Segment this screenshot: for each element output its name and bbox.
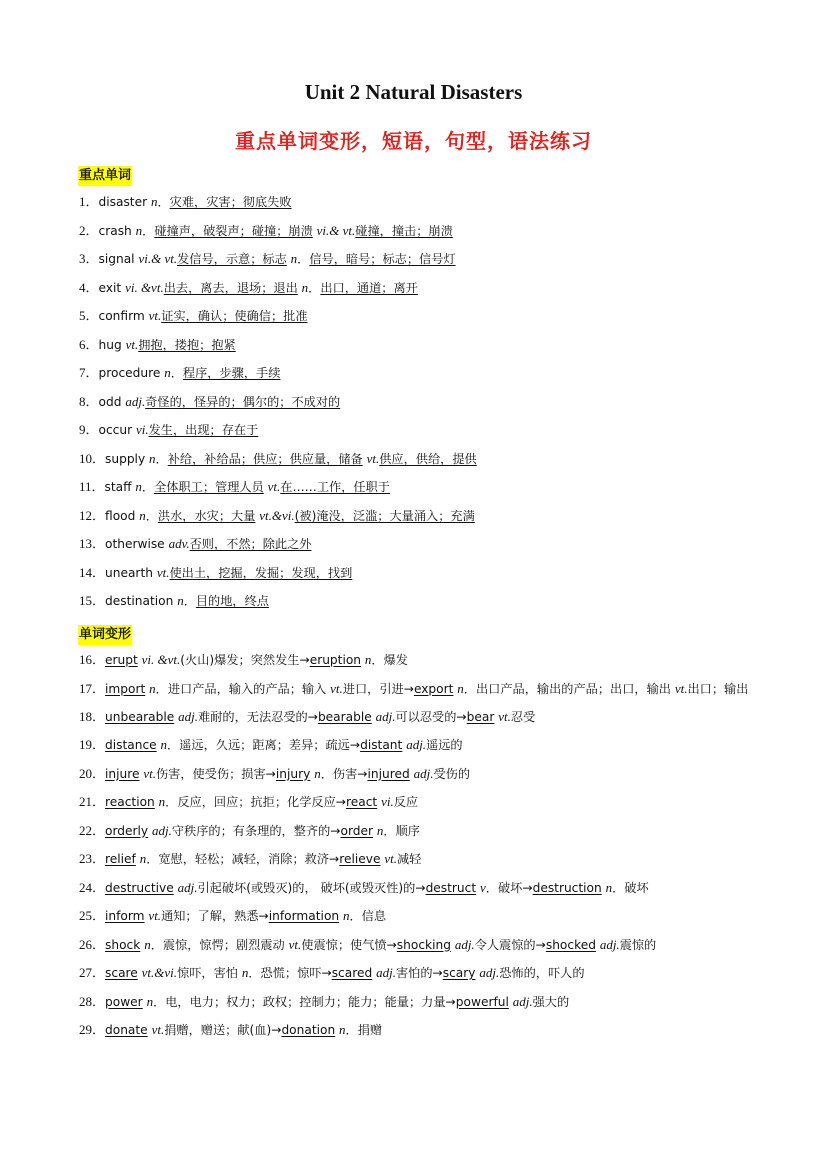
part-of-speech: n xyxy=(376,822,384,838)
answer-text: distant xyxy=(360,738,403,752)
answer-text: unbearable xyxy=(105,709,175,724)
item-text: ．捐赠 xyxy=(345,1023,383,1037)
item-number: 24． xyxy=(79,879,106,895)
list-item xyxy=(79,473,477,502)
item-number: 13． xyxy=(79,536,106,551)
part-of-speech: adj. xyxy=(406,737,427,752)
answer-text: scary xyxy=(442,966,476,980)
answer-text: shocking xyxy=(396,937,451,952)
answer-text: 供应，供给，提供 xyxy=(379,451,477,466)
part-of-speech: n xyxy=(241,965,249,980)
answer-text: injure xyxy=(105,766,140,781)
item-text: unearth xyxy=(105,565,157,580)
part-of-speech: adj. xyxy=(376,965,396,980)
item-text: flood xyxy=(105,508,140,523)
part-of-speech: v xyxy=(480,879,486,895)
item-number: 27． xyxy=(79,965,106,980)
item-text: ．爆发 xyxy=(371,653,408,667)
answer-text: 发信号，示意；标志 xyxy=(177,252,287,266)
item-text: 可以忍受的→ xyxy=(395,709,467,724)
answer-text: relief xyxy=(105,852,136,866)
item-text: 进口，引进→ xyxy=(342,681,414,696)
word-forms-list xyxy=(79,646,751,1045)
list-item xyxy=(79,331,477,360)
answer-text: shocked xyxy=(545,937,596,952)
item-text: ．遥远，久远；距离；差异；疏远→ xyxy=(167,738,361,752)
item-text: 引起破坏(或毁灭)的， 破坏(或毁灭性)的→ xyxy=(197,880,426,895)
answer-text: 否则，不然；除此之外 xyxy=(189,537,312,551)
item-number: 25． xyxy=(79,908,106,923)
item-text: occur xyxy=(98,423,136,437)
part-of-speech: vt. xyxy=(384,851,397,866)
item-text: 震惊的 xyxy=(619,937,657,952)
item-text: ． xyxy=(297,252,310,266)
part-of-speech: n xyxy=(149,450,156,466)
item-text: signal xyxy=(98,252,139,266)
part-of-speech: adj. xyxy=(454,936,475,952)
answer-text: 奇怪的，怪异的；偶尔的；不成对的 xyxy=(145,394,341,409)
part-of-speech: n xyxy=(164,365,171,380)
list-item xyxy=(79,874,751,903)
item-text: staff xyxy=(104,480,136,494)
item-number: 16． xyxy=(79,652,106,667)
part-of-speech: n xyxy=(364,652,372,667)
answer-text: bear xyxy=(466,709,495,724)
part-of-speech: vt.&vi. xyxy=(141,965,178,980)
page-subtitle: 重点单词变形，短语，句型，语法练习 xyxy=(235,129,592,153)
item-text: 遥远的 xyxy=(426,738,463,752)
item-number: 29． xyxy=(79,1022,106,1037)
item-text: 害怕的→ xyxy=(395,966,443,980)
item-text: procedure xyxy=(98,366,165,380)
answer-text: 全体职工；管理人员 xyxy=(154,480,264,494)
part-of-speech: n xyxy=(139,851,147,866)
list-item xyxy=(79,646,751,675)
answer-text: 拥抱，搂抱；抱紧 xyxy=(138,337,236,352)
answer-text: orderly xyxy=(105,823,149,838)
item-text: ． xyxy=(155,451,168,466)
part-of-speech: vt. xyxy=(366,450,380,466)
part-of-speech: vt. xyxy=(498,708,511,724)
list-item xyxy=(79,988,751,1017)
list-item xyxy=(79,502,477,531)
part-of-speech: vt.&vi. xyxy=(259,507,295,523)
list-item xyxy=(79,302,477,331)
part-of-speech: vt. xyxy=(125,336,139,352)
part-of-speech: vt. xyxy=(148,908,162,923)
part-of-speech: adj. xyxy=(177,879,198,895)
answer-text: (被)淹没，泛滥；大量涌入；充满 xyxy=(294,508,475,523)
item-text: 恐怖的，吓人的 xyxy=(499,966,585,980)
item-number: 18． xyxy=(79,708,106,724)
item-text: ． xyxy=(145,508,158,523)
item-text: ．进口产品，输入的产品；输入 xyxy=(155,681,331,696)
page-title: Unit 2 Natural Disasters xyxy=(304,80,523,104)
item-number: 17． xyxy=(79,680,106,696)
item-text: ．破坏→ xyxy=(485,880,533,895)
answer-text: scared xyxy=(331,966,373,980)
part-of-speech: n xyxy=(149,680,156,696)
item-number: 20． xyxy=(79,765,106,781)
answer-text: reaction xyxy=(105,795,155,809)
part-of-speech: adv. xyxy=(168,536,190,551)
item-text: ．顺序 xyxy=(383,823,420,838)
item-text: destination xyxy=(105,594,178,608)
answer-text: 出口，通道；离开 xyxy=(320,280,418,295)
item-text: 忍受 xyxy=(510,709,536,724)
answer-text: donate xyxy=(105,1023,148,1037)
part-of-speech: vi. &vt. xyxy=(125,279,164,295)
answer-text: 碰撞，撞击；崩溃 xyxy=(355,223,453,238)
list-item xyxy=(79,188,477,217)
part-of-speech: vi.& vt. xyxy=(138,251,178,266)
item-text: otherwise xyxy=(105,537,169,551)
list-item xyxy=(79,530,477,559)
answer-text: 灾难，灾害；彻底失败 xyxy=(169,195,292,209)
part-of-speech: adj. xyxy=(479,965,500,980)
part-of-speech: vi. &vt. xyxy=(141,652,181,667)
list-item xyxy=(79,274,477,303)
list-item xyxy=(79,587,477,616)
answer-text: 在……工作，任职于 xyxy=(280,480,390,494)
item-text: 受伤的 xyxy=(433,766,471,781)
part-of-speech: n xyxy=(290,251,298,266)
part-of-speech: vt. xyxy=(288,936,302,952)
item-number: 11． xyxy=(79,479,105,494)
answer-text: injury xyxy=(275,766,311,781)
item-text: ．宽慰，轻松；减轻，消除；救济→ xyxy=(146,852,340,866)
item-text: ． xyxy=(183,594,196,608)
item-text: ． xyxy=(142,223,155,238)
item-text: ．出口产品，输出的产品；出口，输出 xyxy=(463,681,675,696)
part-of-speech: vt. xyxy=(267,479,281,494)
list-item xyxy=(79,959,751,988)
item-text: ． xyxy=(170,366,183,380)
part-of-speech: vt. xyxy=(143,765,156,781)
item-text: 减轻 xyxy=(396,852,422,866)
list-item xyxy=(79,388,477,417)
item-number: 2． xyxy=(79,222,99,238)
part-of-speech: n xyxy=(139,507,146,523)
answer-text: power xyxy=(105,994,143,1009)
section-heading-vocab: 重点单词 xyxy=(78,166,132,186)
answer-text: eruption xyxy=(309,653,362,667)
item-text: 出口；输出 xyxy=(687,681,749,696)
item-number: 3． xyxy=(79,251,99,266)
item-text: ．震惊，惊愕；剧烈震动 xyxy=(150,937,289,952)
part-of-speech: n xyxy=(160,737,168,752)
item-text: ． xyxy=(308,280,321,295)
item-text: odd xyxy=(98,394,126,409)
item-number: 5． xyxy=(79,308,99,323)
list-item xyxy=(79,817,751,846)
answer-text: 补给，补给品；供应；供应量，储备 xyxy=(167,451,363,466)
part-of-speech: adj. xyxy=(599,936,620,952)
item-number: 8． xyxy=(79,393,99,409)
part-of-speech: n xyxy=(177,593,184,608)
section-heading-forms: 单词变形 xyxy=(78,625,132,645)
list-item xyxy=(79,1016,751,1045)
item-number: 15． xyxy=(79,593,106,608)
item-text: 捐赠，赠送；献(血)→ xyxy=(164,1023,282,1037)
item-number: 9． xyxy=(79,422,99,437)
item-number: 21． xyxy=(79,794,106,809)
vocab-list xyxy=(79,188,477,616)
item-text: 使震惊；使气愤→ xyxy=(301,937,397,952)
part-of-speech: vt. xyxy=(151,1022,165,1037)
answer-text: information xyxy=(268,909,340,923)
part-of-speech: n xyxy=(339,1022,346,1037)
item-text: supply xyxy=(105,451,150,466)
part-of-speech: n xyxy=(314,765,321,781)
item-number: 6． xyxy=(79,336,99,352)
item-text: ．信息 xyxy=(349,909,387,923)
part-of-speech: vt. xyxy=(148,308,162,323)
part-of-speech: vi. xyxy=(381,794,394,809)
part-of-speech: adj. xyxy=(512,993,533,1009)
answer-text: bearable xyxy=(317,709,372,724)
item-text: ．电，电力；权力；政权；控制力；能力；能量；力量→ xyxy=(153,994,456,1009)
answer-text: injured xyxy=(367,766,410,781)
item-text: 通知；了解，熟悉→ xyxy=(161,909,269,923)
answer-text: react xyxy=(346,795,378,809)
part-of-speech: n xyxy=(605,879,613,895)
answer-text: order xyxy=(340,823,374,838)
list-item xyxy=(79,845,751,874)
item-text: disaster xyxy=(98,195,151,209)
list-item xyxy=(79,217,477,246)
item-number: 10． xyxy=(79,450,106,466)
list-item xyxy=(79,359,477,388)
answer-text: 碰撞声，破裂声；碰撞；崩溃 xyxy=(154,223,313,238)
part-of-speech: vi.& vt. xyxy=(316,222,356,238)
item-text: confirm xyxy=(98,309,149,323)
list-item xyxy=(79,559,477,588)
item-text: ．伤害→ xyxy=(320,766,368,781)
answer-text: relieve xyxy=(339,852,381,866)
item-number: 7． xyxy=(79,365,99,380)
answer-text: destruction xyxy=(532,880,602,895)
part-of-speech: adj. xyxy=(152,822,172,838)
item-number: 23． xyxy=(79,851,106,866)
answer-text: export xyxy=(413,681,454,696)
part-of-speech: n xyxy=(301,279,309,295)
item-text: 伤害，使受伤；损害→ xyxy=(156,766,276,781)
item-number: 19． xyxy=(79,737,106,752)
item-text: 惊吓，害怕 xyxy=(177,966,242,980)
item-number: 12． xyxy=(79,507,106,523)
item-number: 26． xyxy=(79,936,106,952)
list-item xyxy=(79,416,477,445)
answer-text: 发生，出现；存在于 xyxy=(148,423,259,437)
item-text: 守秩序的；有条理的，整齐的→ xyxy=(171,823,341,838)
answer-text: erupt xyxy=(105,653,138,667)
item-text: 强大的 xyxy=(532,994,570,1009)
part-of-speech: n xyxy=(135,222,143,238)
list-item xyxy=(79,675,751,703)
part-of-speech: adj. xyxy=(375,708,396,724)
item-text: ． xyxy=(157,195,170,209)
answer-text: 使出土，挖掘，发掘；发现，找到 xyxy=(169,565,353,580)
item-text: ．破坏 xyxy=(612,880,649,895)
part-of-speech: vt. xyxy=(156,564,170,580)
answer-text: 信号，暗号；标志；信号灯 xyxy=(309,252,456,266)
list-item xyxy=(79,245,477,274)
item-text: ． xyxy=(141,480,155,494)
part-of-speech: adj. xyxy=(125,393,146,409)
answer-text: inform xyxy=(105,909,145,923)
list-item xyxy=(79,788,751,817)
part-of-speech: n xyxy=(146,993,154,1009)
item-number: 4． xyxy=(79,279,99,295)
part-of-speech: n xyxy=(158,794,166,809)
answer-text: scare xyxy=(105,966,138,980)
item-text: 难耐的，无法忍受的→ xyxy=(198,709,318,724)
part-of-speech: n xyxy=(343,908,350,923)
answer-text: 程序，步骤，手续 xyxy=(182,366,281,380)
part-of-speech: adj. xyxy=(413,765,434,781)
answer-text: 证实，确认；使确信；批准 xyxy=(161,309,308,323)
item-number: 22． xyxy=(79,822,106,838)
item-text: 令人震惊的→ xyxy=(474,937,546,952)
part-of-speech: adj. xyxy=(178,708,199,724)
list-item xyxy=(79,760,751,789)
item-text: hug xyxy=(98,337,126,352)
item-text: 反应 xyxy=(393,795,419,809)
part-of-speech: vt. xyxy=(674,680,688,696)
item-text: ．反应，回应；抗拒；化学反应→ xyxy=(165,795,346,809)
list-item xyxy=(79,445,477,474)
item-text: (火山)爆发；突然发生→ xyxy=(180,653,310,667)
item-text: crash xyxy=(98,223,136,238)
list-item xyxy=(79,703,751,732)
part-of-speech: n xyxy=(457,680,464,696)
answer-text: donation xyxy=(281,1023,336,1037)
part-of-speech: vt. xyxy=(330,680,343,696)
item-number: 28． xyxy=(79,993,106,1009)
part-of-speech: vi. xyxy=(135,422,149,437)
answer-text: 出去，离去，退场；退出 xyxy=(163,280,298,295)
answer-text: destruct xyxy=(425,880,477,895)
part-of-speech: n xyxy=(144,936,151,952)
list-item xyxy=(79,731,751,760)
answer-text: distance xyxy=(105,738,157,752)
item-text: exit xyxy=(98,280,126,295)
item-number: 1． xyxy=(79,194,99,209)
part-of-speech: n xyxy=(135,479,142,494)
answer-text: import xyxy=(105,681,146,696)
answer-text: shock xyxy=(105,937,141,952)
answer-text: destructive xyxy=(105,880,174,895)
item-text: ．恐慌；惊吓→ xyxy=(248,966,332,980)
list-item xyxy=(79,902,751,931)
part-of-speech: n xyxy=(150,194,158,209)
answer-text: powerful xyxy=(455,994,509,1009)
answer-text: 目的地，终点 xyxy=(195,594,269,608)
item-number: 14． xyxy=(79,564,106,580)
answer-text: 洪水，水灾；大量 xyxy=(157,508,256,523)
list-item xyxy=(79,931,751,960)
